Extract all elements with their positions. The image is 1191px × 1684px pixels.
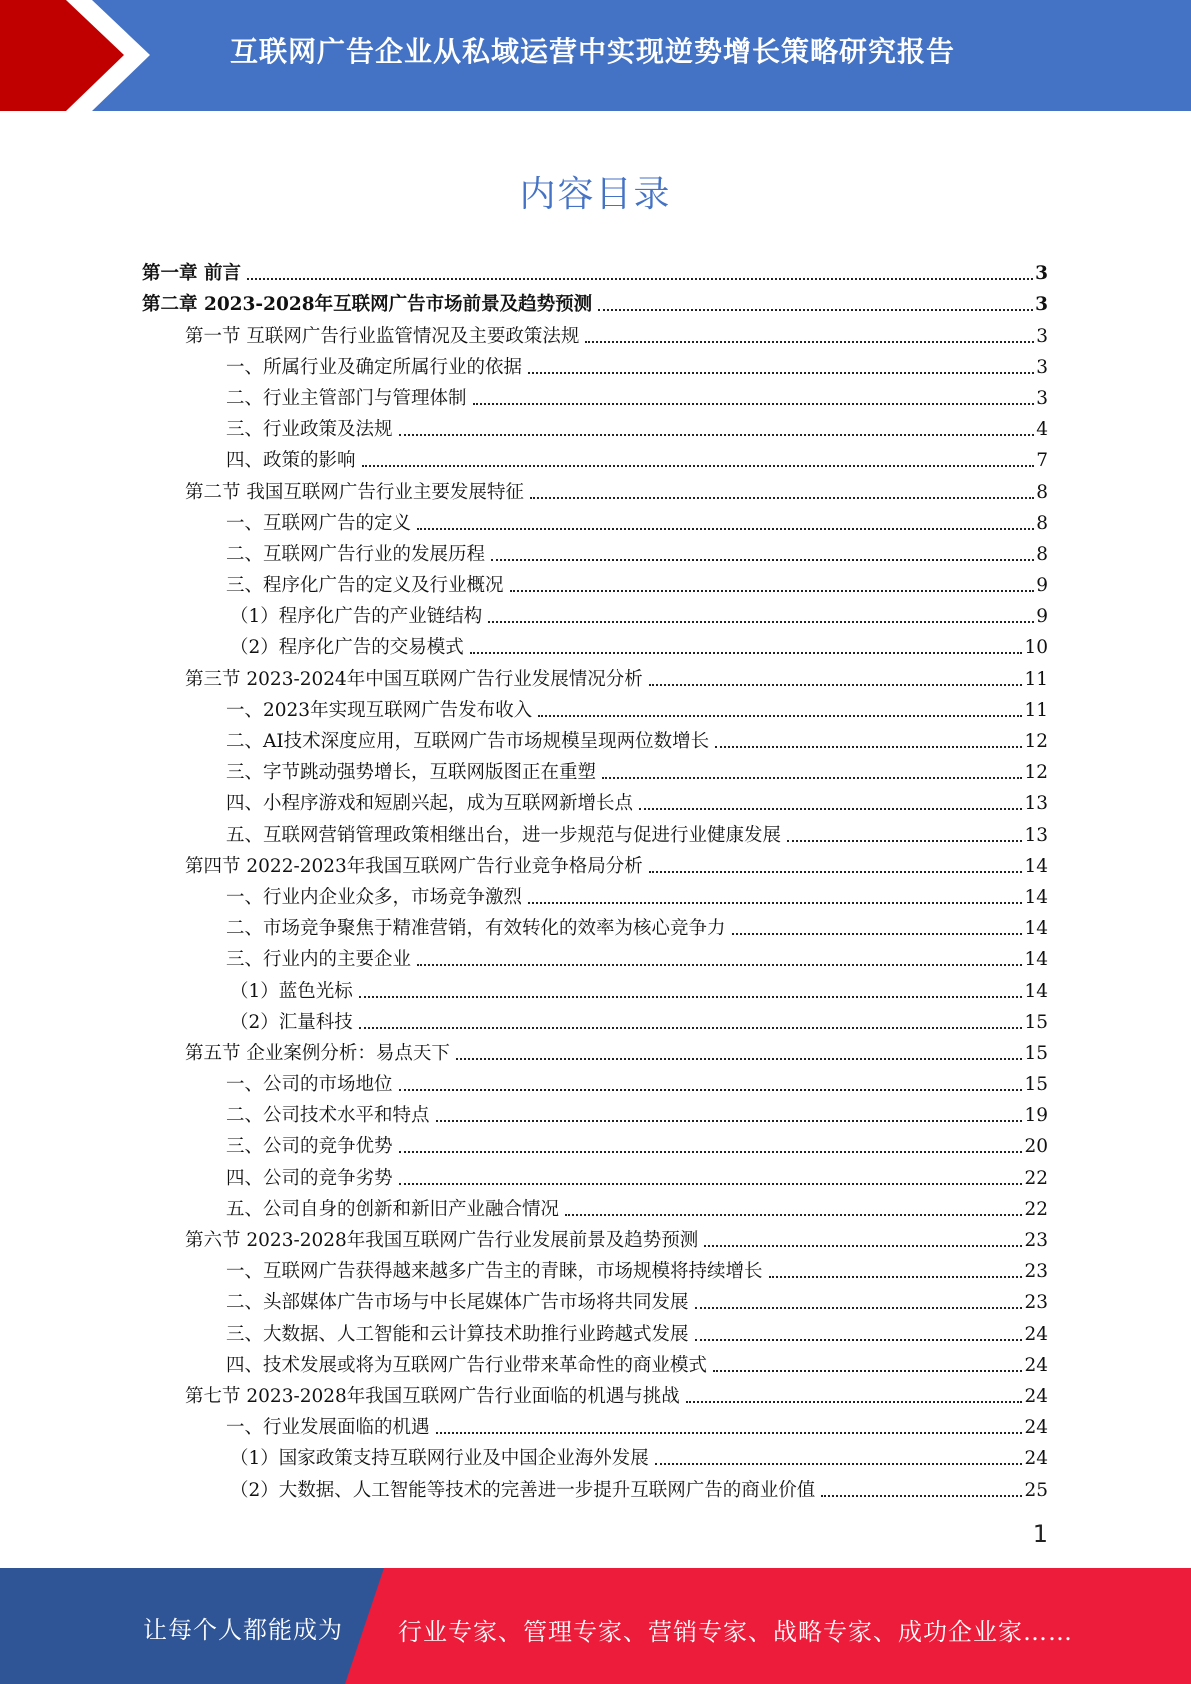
toc-entry[interactable] [142,1096,1048,1127]
toc-leader-dots [639,808,1022,810]
toc-entry-text: 第六节 2023-2028年我国互联网广告行业发展前景及趋势预测 [185,1230,699,1251]
toc-entry[interactable] [142,691,1048,722]
toc-entry-text: 一、2023年实现互联网广告发布收入 [226,699,533,721]
toc-entry[interactable] [142,1190,1048,1221]
toc-page-number: 8 [1036,543,1048,565]
toc-entry-text: 第二章 2023-2028年互联网广告市场前景及趋势预测 [142,294,593,316]
toc-heading: 内容目录 [519,174,672,215]
toc-leader-dots [436,1432,1023,1434]
toc-entry-text: 一、行业发展面临的机遇 [226,1417,430,1439]
toc-entry-text: 二、头部媒体广告市场与中长尾媒体广告市场将共同发展 [226,1292,689,1314]
toc-leader-dots [528,902,1022,904]
toc-leader-dots [565,1214,1022,1216]
toc-leader-dots [436,1120,1023,1122]
toc-entry-text: （2）大数据、人工智能等技术的完善进一步提升互联网广告的商业价值 [230,1479,816,1501]
toc-entry[interactable] [142,379,1048,410]
toc-entry[interactable] [142,316,1048,347]
toc-page-number: 24 [1024,1448,1048,1470]
footer-banner [0,1568,1191,1684]
toc-entry-text: 第二节 我国互联网广告行业主要发展特征 [185,481,524,503]
toc-entry-text: 第一节 互联网广告行业监管情况及主要政策法规 [185,325,580,347]
toc-entry[interactable] [142,566,1048,597]
toc-entry-text: 三、字节跳动强势增长，互联网版图正在重塑 [226,762,597,784]
toc-entry[interactable] [142,1314,1048,1345]
toc-entry-text: 四、小程序游戏和短剧兴起，成为互联网新增长点 [226,793,634,815]
toc-entry-text: 一、行业内企业众多，市场竞争激烈 [226,886,523,908]
toc-entry-text: 一、所属行业及确定所属行业的依据 [226,356,523,378]
toc-entry[interactable] [142,1158,1048,1189]
toc-entry[interactable] [142,254,1048,285]
toc-entry-text: 二、公司技术水平和特点 [226,1105,430,1127]
toc-entry[interactable] [142,597,1048,628]
toc-entry[interactable] [142,753,1048,784]
toc-leader-dots [399,1151,1023,1153]
footer-slogan-left: 让每个人都能成为 [143,1616,343,1644]
toc-leader-dots [473,403,1035,405]
toc-page-number: 24 [1024,1417,1048,1439]
toc-leader-dots [655,1463,1023,1465]
toc-entry[interactable] [142,815,1048,846]
toc-leader-dots [470,652,1023,654]
toc-entry[interactable] [142,1470,1048,1501]
toc-entry[interactable] [142,504,1048,535]
toc-page-number: 12 [1024,731,1048,752]
toc-entry[interactable] [142,1252,1048,1283]
toc-leader-dots [769,1276,1023,1278]
toc-entry[interactable] [142,285,1048,316]
toc-entry-text: 四、公司的竞争劣势 [226,1167,393,1189]
toc-entry-text: 第一章 前言 [142,263,241,285]
toc-entry[interactable] [142,878,1048,909]
toc-page-number: 24 [1024,1385,1048,1407]
toc-entry[interactable] [142,847,1048,878]
toc-page-number: 3 [1035,263,1048,285]
toc-entry[interactable] [142,535,1048,566]
toc-leader-dots [713,1370,1022,1372]
toc-entry-text: 第五节 企业案例分析：易点天下 [185,1042,450,1064]
toc-entry-text: 五、互联网营销管理政策相继出台，进一步规范与促进行业健康发展 [226,824,782,846]
toc-page-number: 14 [1024,918,1048,940]
toc-entry-text: 三、公司的竞争优势 [226,1136,393,1158]
toc-leader-dots [649,684,1023,686]
toc-page-number: 19 [1024,1105,1048,1127]
toc-leader-dots [715,746,1022,748]
toc-entry-text: （1）国家政策支持互联网行业及中国企业海外发展 [230,1448,649,1470]
toc-page-number: 4 [1036,419,1048,441]
toc-page-number: 12 [1024,762,1048,784]
toc-page-number: 8 [1036,512,1048,534]
toc-page-number: 22 [1024,1167,1048,1189]
toc-entry[interactable] [142,909,1048,940]
toc-page-number: 13 [1024,824,1048,846]
toc-entry-text: 五、公司自身的创新和新旧产业融合情况 [226,1198,560,1220]
toc-page-number: 22 [1024,1198,1048,1220]
toc-entry[interactable] [142,1377,1048,1408]
toc-entry-text: 三、行业政策及法规 [226,419,393,441]
toc-page-number: 8 [1036,481,1048,503]
toc-page-number: 24 [1024,1354,1048,1376]
toc-page-number: 15 [1024,1042,1048,1064]
toc-entry-text: 三、行业内的主要企业 [226,949,412,971]
toc-page-number: 14 [1024,949,1048,971]
toc-leader-dots [704,1245,1022,1247]
toc-entry[interactable] [142,1283,1048,1314]
toc-entry-text: 二、互联网广告行业的发展历程 [226,543,486,565]
toc-page-number: 11 [1024,699,1048,721]
toc-page-number: 3 [1036,356,1048,378]
toc-entry-text: 一、互联网广告获得越来越多广告主的青睐，市场规模将持续增长 [226,1261,763,1283]
toc-page-number: 7 [1036,450,1048,472]
toc-page-number: 15 [1024,1011,1048,1033]
toc-page-number: 3 [1036,387,1048,409]
toc-entry-text: 第三节 2023-2024年中国互联网广告行业发展情况分析 [185,668,643,690]
toc-page-number: 13 [1024,793,1048,815]
toc-entry[interactable] [142,348,1048,379]
toc-entry-text: 三、程序化广告的定义及行业概况 [226,575,504,597]
toc-entry[interactable] [142,628,1048,659]
toc-entry-text: 二、市场竞争聚焦于精准营销，有效转化的效率为核心竞争力 [226,918,726,940]
toc-leader-dots [821,1495,1022,1497]
toc-page-number: 25 [1024,1479,1048,1501]
toc-entry[interactable] [142,1221,1048,1252]
toc-entry-text: 二、AI技术深度应用，互联网广告市场规模呈现两位数增长 [226,731,710,752]
toc-entry-text: （1）蓝色光标 [230,980,353,1002]
toc-leader-dots [538,715,1022,717]
toc-entry[interactable] [142,472,1048,503]
toc-entry[interactable] [142,1034,1048,1065]
toc-entry-text: 二、行业主管部门与管理体制 [226,387,467,409]
toc-page-number: 9 [1036,606,1048,628]
toc-leader-dots [417,528,1034,530]
toc-page-number: 3 [1035,294,1048,316]
toc-entry[interactable] [142,784,1048,815]
toc-leader-dots [399,1183,1023,1185]
toc-leader-dots [602,777,1022,779]
toc-leader-dots [417,964,1022,966]
toc-page-number: 14 [1024,855,1048,877]
toc-leader-dots [510,590,1035,592]
toc-entry[interactable] [142,1346,1048,1377]
toc-entry-text: （1）程序化广告的产业链结构 [230,606,483,628]
header-banner [0,0,1191,111]
toc-leader-dots [686,1401,1023,1403]
toc-page-number: 9 [1036,575,1048,597]
toc-entry[interactable] [142,1408,1048,1439]
toc-entry[interactable] [142,1065,1048,1096]
toc-entry[interactable] [142,940,1048,971]
page-number: 1 [1032,1520,1048,1548]
toc-leader-dots [530,497,1034,499]
toc-entry[interactable] [142,1127,1048,1158]
toc-entry[interactable] [142,971,1048,1002]
toc-entry-text: 一、互联网广告的定义 [226,512,412,534]
toc-leader-dots [362,465,1035,467]
toc-page-number: 14 [1024,980,1048,1002]
toc-page-number: 15 [1024,1074,1048,1096]
toc-leader-dots [488,621,1034,623]
toc-leader-dots [359,1027,1023,1029]
toc-leader-dots [247,278,1033,280]
toc-leader-dots [456,1058,1023,1060]
toc-leader-dots [359,996,1023,998]
toc-page-number: 14 [1024,886,1048,908]
toc-leader-dots [585,341,1034,343]
toc-entry-text: 四、政策的影响 [226,450,356,472]
toc-leader-dots [695,1307,1023,1309]
toc-page-number: 23 [1024,1261,1048,1283]
table-of-contents [142,254,1048,1502]
toc-entry-text: 三、大数据、人工智能和云计算技术助推行业跨越式发展 [226,1323,689,1345]
toc-page-number: 23 [1024,1230,1048,1251]
toc-entry[interactable] [142,441,1048,472]
toc-page-number: 11 [1024,668,1048,690]
toc-entry[interactable] [142,722,1048,753]
toc-entry[interactable] [142,659,1048,690]
report-title: 互联网广告企业从私域运营中实现逆势增长策略研究报告 [230,35,956,68]
toc-page-number: 23 [1024,1292,1048,1314]
toc-entry[interactable] [142,1439,1048,1470]
toc-entry[interactable] [142,1003,1048,1034]
toc-leader-dots [399,1089,1023,1091]
toc-entry-text: 一、公司的市场地位 [226,1074,393,1096]
toc-entry-text: （2）汇量科技 [230,1011,353,1033]
toc-page-number: 3 [1036,325,1048,347]
toc-entry-text: 四、技术发展或将为互联网广告行业带来革命性的商业模式 [226,1354,708,1376]
toc-leader-dots [528,372,1034,374]
toc-entry-text: 第四节 2022-2023年我国互联网广告行业竞争格局分析 [185,855,643,877]
toc-entry[interactable] [142,410,1048,441]
toc-leader-dots [732,933,1023,935]
footer-slogan-right: 行业专家、管理专家、营销专家、战略专家、成功企业家…… [398,1618,1073,1646]
toc-leader-dots [649,871,1023,873]
toc-entry-text: 第七节 2023-2028年我国互联网广告行业面临的机遇与挑战 [185,1385,680,1407]
toc-leader-dots [787,840,1022,842]
toc-leader-dots [399,434,1035,436]
toc-entry-text: （2）程序化广告的交易模式 [230,637,464,659]
toc-page-number: 20 [1024,1136,1048,1158]
toc-page-number: 24 [1024,1323,1048,1345]
toc-leader-dots [491,559,1034,561]
toc-page-number: 10 [1024,637,1048,659]
toc-leader-dots [598,309,1033,311]
toc-leader-dots [695,1339,1023,1341]
